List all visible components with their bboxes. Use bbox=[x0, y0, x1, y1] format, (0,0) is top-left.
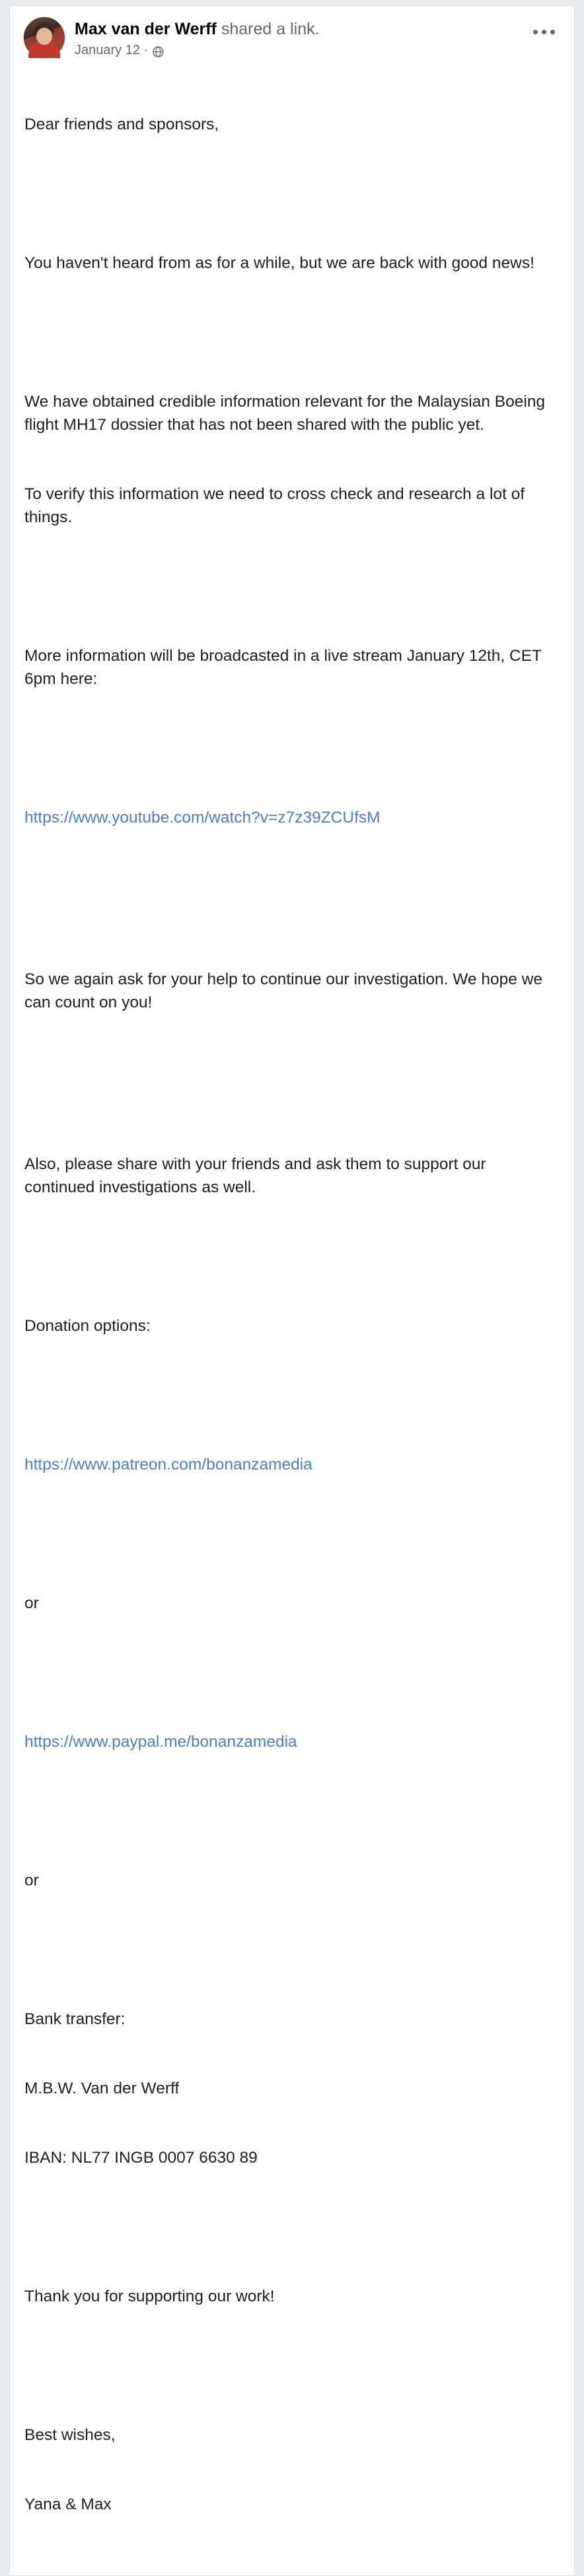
text-spacer bbox=[24, 575, 560, 598]
post-byline bbox=[75, 19, 564, 39]
avatar[interactable] bbox=[23, 17, 65, 59]
post-text-line: or bbox=[24, 1872, 39, 1889]
post-text-line: Thank you for supporting our work! bbox=[24, 2288, 275, 2305]
author-name[interactable]: Max van der Werff bbox=[75, 20, 217, 38]
text-spacer bbox=[24, 1384, 560, 1407]
text-spacer bbox=[24, 737, 560, 760]
youtube-link-anchor[interactable]: https://www.youtube.com/watch?v=z7z39ZCUfsM bbox=[24, 809, 381, 827]
facebook-post-card bbox=[9, 5, 575, 2576]
paypal-link-anchor[interactable]: https://www.paypal.me/bonanzamedia bbox=[24, 1733, 297, 1751]
avatar-face-shape bbox=[36, 28, 52, 45]
post-text-line: More information will be broadcasted in a live stream January 12th, CET 6pm here: bbox=[24, 647, 546, 688]
ellipsis-icon[interactable] bbox=[528, 20, 560, 43]
post-text-line: Donation options: bbox=[24, 1317, 151, 1335]
text-spacer bbox=[24, 1060, 560, 1106]
post-action-text: shared a link. bbox=[221, 20, 320, 38]
ellipsis-dot bbox=[550, 30, 555, 34]
text-spacer bbox=[24, 2216, 560, 2239]
post-text-line: You haven't heard from as for a while, but we are back with good news! bbox=[24, 254, 534, 272]
post-header-text bbox=[75, 17, 564, 58]
text-spacer bbox=[24, 1245, 560, 1268]
ellipsis-dot bbox=[533, 30, 538, 34]
post-text-line: M.B.W. Van der Werff bbox=[24, 2080, 180, 2097]
post-text-line: To verify this information we need to cross check and research a lot of things. bbox=[24, 485, 529, 526]
post-header bbox=[10, 6, 574, 61]
post-text-line: Also, please share with your friends and ask them to support our continued investigations as well. bbox=[24, 1155, 491, 1196]
meta-separator: · bbox=[143, 43, 149, 57]
post-text-line: Best wishes, bbox=[24, 2426, 116, 2444]
ellipsis-dot bbox=[542, 30, 546, 34]
text-spacer bbox=[24, 1522, 560, 1545]
post-body bbox=[10, 61, 574, 2575]
post-text-line: Bank transfer: bbox=[24, 2010, 126, 2028]
youtube-link[interactable] bbox=[24, 806, 560, 829]
text-spacer bbox=[24, 182, 560, 205]
post-meta bbox=[75, 42, 564, 58]
post-text-line: Dear friends and sponsors, bbox=[24, 116, 219, 133]
patreon-link[interactable] bbox=[24, 1453, 560, 1476]
text-spacer bbox=[24, 2354, 560, 2377]
text-spacer bbox=[24, 875, 560, 922]
post-text-line: So we again ask for your help to continue our investigation. We hope we can count on you! bbox=[24, 970, 547, 1011]
post-date[interactable]: January 12 bbox=[75, 43, 140, 57]
post-text-line: or bbox=[24, 1594, 39, 1612]
globe-icon[interactable] bbox=[153, 46, 164, 57]
paypal-link[interactable] bbox=[24, 1730, 560, 1753]
text-spacer bbox=[24, 1661, 560, 1684]
post-text-line: Yana & Max bbox=[24, 2495, 112, 2513]
post-text-line: We have obtained credible information relevant for the Malaysian Boeing flight MH17 dossier that has not been shared with the public yet. bbox=[24, 393, 550, 434]
text-spacer bbox=[24, 1938, 560, 1961]
patreon-link-anchor[interactable]: https://www.patreon.com/bonanzamedia bbox=[24, 1456, 312, 1474]
text-spacer bbox=[24, 321, 560, 344]
post-text-line: IBAN: NL77 INGB 0007 6630 89 bbox=[24, 2149, 258, 2167]
text-spacer bbox=[24, 1800, 560, 1823]
